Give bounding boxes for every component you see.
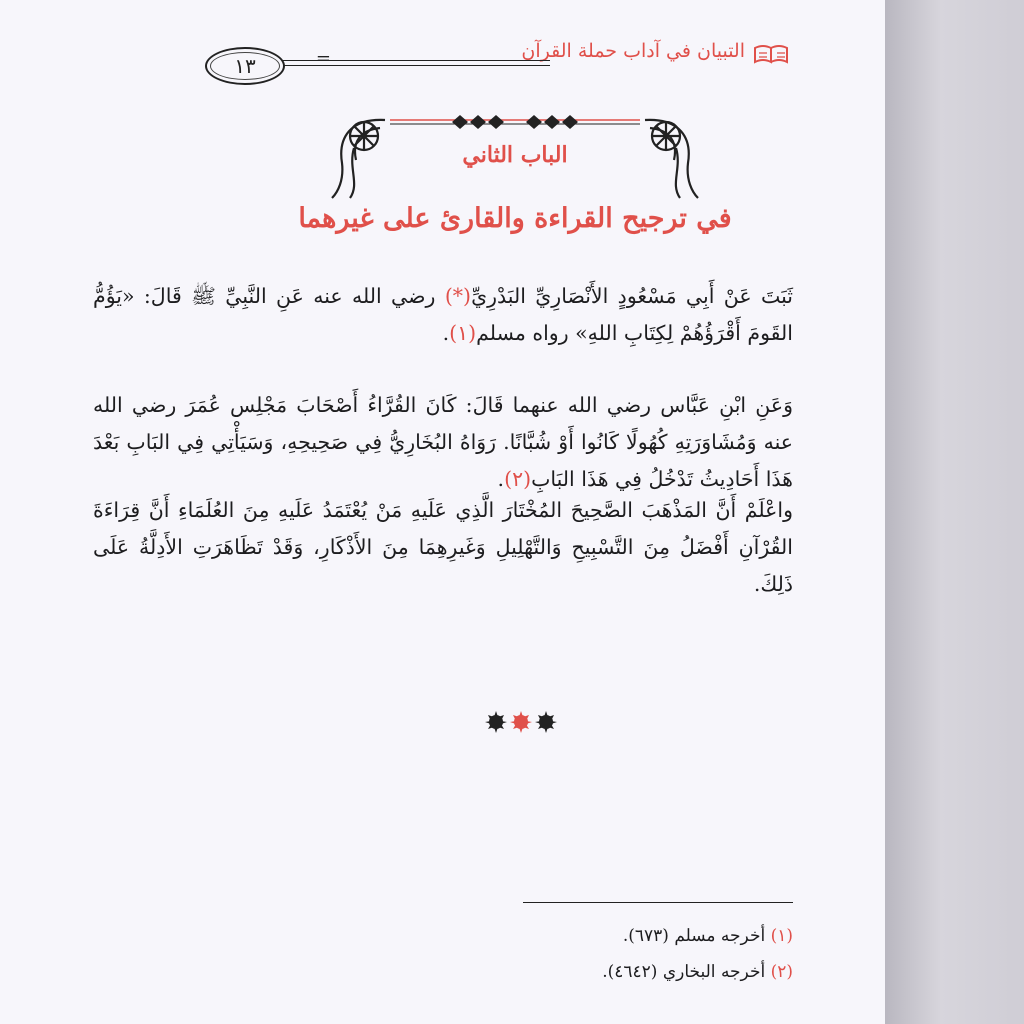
open-book-pen-icon (751, 42, 795, 66)
chapter-title: في ترجيح القراءة والقارئ على غيرهما (298, 203, 732, 234)
footnote-ref-1[interactable]: (١) (449, 321, 477, 345)
page-edge (885, 0, 1024, 1024)
paragraph-3: واعْلَمْ أَنَّ المَذْهَبَ الصَّحِيحَ المُخْتَارَ الَّذِي عَلَيهِ مَنْ يُعْتَمَدُ عَلَيهِ مِنَ العُلَمَاءِ أَنَّ قِرَاءَةَ القُرْآنِ أَفْضَلُ مِنَ التَّسْبِيحِ وَالتَّهْلِيلِ وَغَيرِهِمَا مِنَ الأَذْكَارِ، وَقَدْ تَظَاهَرَتِ الأَدِلَّةُ عَلَى ذَلِكَ. (93, 498, 794, 596)
paragraph-2: وَعَنِ ابْنِ عَبَّاس رضي الله عنهما قَالَ: كَانَ القُرَّاءُ أَصْحَابَ مَجْلِس عُمَرَ رضي الله عنه وَمُشَاوَرَتِهِ كُهُولًا كَانُوا أَوْ شُبَّانًا. رَوَاهُ البُخَارِيُّ فِي صَحِيحِهِ، وَسَيَأْتِي فِي البَابِ بَعْدَ هَذَا أَحَادِيثُ تَدْخُلُ فِي هَذَا البَابِ(٢). (93, 393, 794, 491)
footnote-2: (٢) أخرجه البخاري (٤٦٤٢). (602, 962, 793, 982)
chapter-number: الباب الثاني (462, 142, 568, 168)
header-rule-inner (282, 65, 550, 66)
page-number: ١٣ (205, 47, 285, 85)
footnote-1: (١) أخرجه مسلم (٦٧٣). (622, 926, 793, 946)
running-header-title: التبيان في آداب حملة القرآن (521, 40, 745, 62)
footnote-ref-2[interactable]: (٢) (504, 467, 532, 491)
header-rule (282, 60, 550, 61)
footnote-rule (523, 902, 793, 903)
header-separator: = (315, 48, 331, 69)
bleed-through-text (93, 100, 793, 136)
section-dots (482, 709, 560, 735)
paragraph-1: ثَبَتَ عَنْ أَبِي مَسْعُودٍ الأَنْصَارِيِّ البَدْرِيِّ(*) رضي الله عنه عَنِ النَّبِيِّ ﷺ قَالَ: «يَؤُمُّ القَومَ أَقْرَؤُهُمْ لِكِتَابِ اللهِ» رواه مسلم(١). (93, 284, 793, 345)
note-marker: (*) (444, 284, 472, 308)
